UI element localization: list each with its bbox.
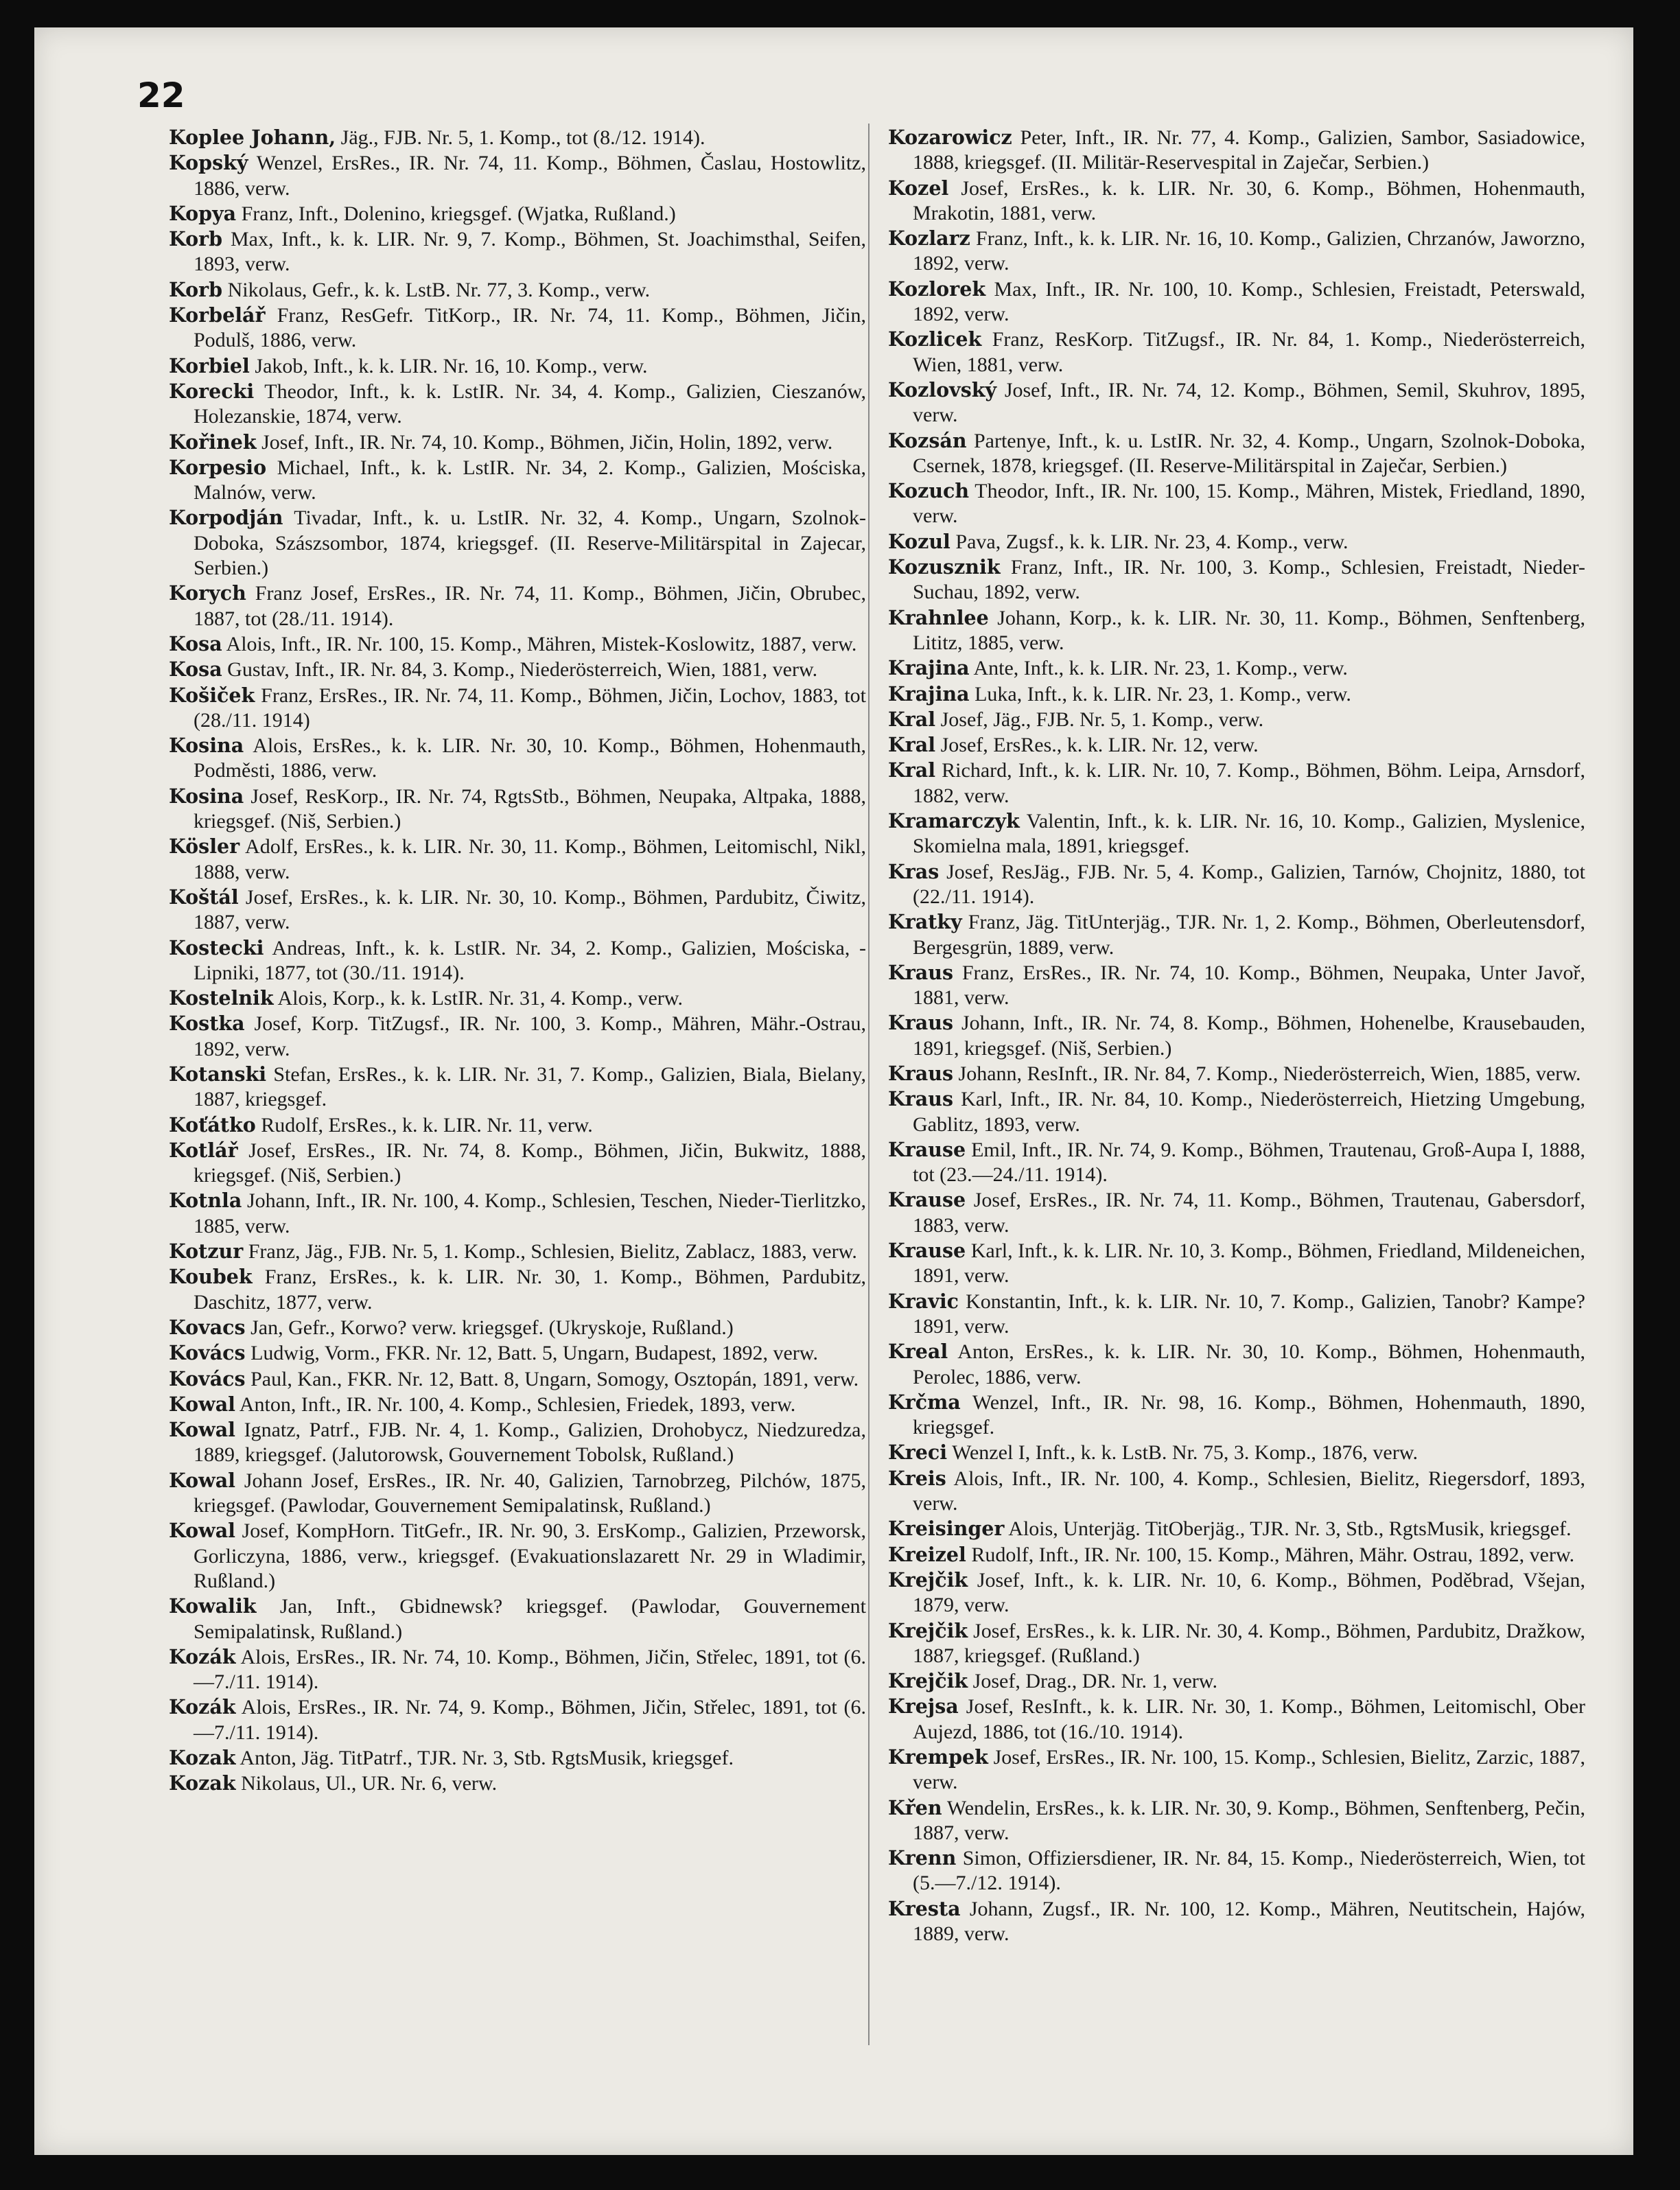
entry-details: Franz, Jäg. TitUnterjäg., TJR. Nr. 1, 2. Komp., Böhmen, Oberleutensdorf, Bergesgrün, 1889, verw.: [913, 911, 1585, 959]
right-column: [888, 125, 1585, 1946]
list-item: [169, 733, 866, 784]
list-item: [888, 277, 1585, 327]
list-item: [169, 1417, 866, 1468]
entry-surname: Krause: [888, 1239, 966, 1263]
entry-details: Josef, KompHorn. TitGefr., IR. Nr. 90, 3. ErsKomp., Galizien, Przeworsk, Gorliczyna, 1886, verw., kriegsgef. (Evakuationslazarett Nr. 29 in Wladimir, Rußland.): [194, 1519, 866, 1592]
entry-surname: Krause: [888, 1188, 966, 1212]
entry-surname: Kozlicek: [888, 327, 982, 351]
list-item: [169, 201, 866, 226]
list-item: [169, 1264, 866, 1315]
entry-details: Anton, ErsRes., k. k. LIR. Nr. 30, 10. Komp., Böhmen, Hohenmauth, Perolec, 1886, verw.: [913, 1340, 1585, 1388]
entry-details: Alois, Korp., k. k. LstIR. Nr. 31, 4. Komp., verw.: [277, 987, 684, 1010]
entry-details: Josef, Inft., IR. Nr. 74, 10. Komp., Böhmen, Jičin, Holin, 1892, verw.: [261, 430, 833, 454]
entry-surname: Kowal: [169, 1519, 235, 1543]
entry-surname: Křen: [888, 1795, 942, 1819]
entry-details: Franz Josef, ErsRes., IR. Nr. 74, 11. Komp., Böhmen, Jičin, Obrubec, 1887, tot (28./11. 1914).: [194, 582, 866, 630]
entry-surname: Kreizel: [888, 1542, 966, 1566]
entry-surname: Kosina: [169, 784, 244, 808]
entry-details: Wenzel I, Inft., k. k. LstB. Nr. 75, 3. Komp., 1876, verw.: [952, 1441, 1418, 1465]
entry-surname: Kozlovský: [888, 377, 997, 401]
entry-surname: Kotlář: [169, 1138, 238, 1162]
entry-surname: Kostelnik: [169, 986, 274, 1010]
entry-details: Wenzel, ErsRes., IR. Nr. 74, 11. Komp., Böhmen, Časlau, Hostowlitz, 1886, verw.: [194, 152, 866, 200]
entry-surname: Kostecki: [169, 935, 264, 959]
entry-surname: Kreis: [888, 1466, 946, 1490]
entry-surname: Koplee Johann,: [169, 126, 336, 149]
entry-details: Franz, ErsRes., IR. Nr. 74, 10. Komp., Böhmen, Neupaka, Unter Javoř, 1881, verw.: [913, 961, 1585, 1010]
column-divider: [868, 124, 870, 2045]
list-item: [169, 935, 866, 986]
entry-surname: Kotnla: [169, 1189, 242, 1213]
entry-details: Franz, ErsRes., k. k. LIR. Nr. 30, 1. Komp., Böhmen, Pardubitz, Daschitz, 1877, verw.: [194, 1266, 867, 1314]
entry-details: Josef, Korp. TitZugsf., IR. Nr. 100, 3. Komp., Mähren, Mähr.-Ostrau, 1892, verw.: [194, 1012, 867, 1060]
entry-surname: Koťátko: [169, 1113, 256, 1137]
entry-surname: Kostka: [169, 1012, 245, 1036]
entry-surname: Kras: [888, 859, 940, 883]
entry-details: Johann, Inft., IR. Nr. 74, 8. Komp., Böhmen, Hohenelbe, Krausebauden, 1891, kriegsgef. (Niš, Serbien.): [913, 1012, 1585, 1060]
list-item: [169, 1745, 866, 1771]
list-item: [169, 125, 866, 150]
list-item: [888, 707, 1585, 732]
list-item: [169, 455, 866, 506]
entry-details: Franz, Jäg., FJB. Nr. 5, 1. Komp., Schlesien, Bielitz, Zablacz, 1883, verw.: [248, 1240, 857, 1263]
list-item: [169, 631, 866, 657]
entry-surname: Kozul: [888, 529, 950, 553]
list-item: [888, 1516, 1585, 1541]
entry-details: Josef, Jäg., FJB. Nr. 5, 1. Komp., verw.: [940, 708, 1264, 731]
entry-details: Adolf, ErsRes., k. k. LIR. Nr. 30, 11. Komp., Böhmen, Leitomischl, Nikl, 1888, verw.: [194, 835, 866, 883]
entry-details: Josef, Inft., IR. Nr. 74, 12. Komp., Böhmen, Semil, Skuhrov, 1895, verw.: [913, 378, 1585, 427]
list-item: [888, 377, 1585, 428]
entry-details: Alois, Unterjäg. TitOberjäg., TJR. Nr. 3, Stb., RgtsMusik, kriegsgef.: [1008, 1517, 1572, 1541]
entry-surname: Kosina: [169, 734, 244, 758]
list-item: [888, 808, 1585, 859]
entry-surname: Koštál: [169, 885, 239, 909]
list-item: [169, 277, 866, 303]
list-item: [888, 1238, 1585, 1289]
entry-surname: Kraus: [888, 960, 954, 984]
entry-details: Johann, Inft., IR. Nr. 100, 4. Komp., Schlesien, Teschen, Nieder-Tierlitzko, 1885, verw.: [194, 1189, 867, 1237]
list-item: [888, 226, 1585, 277]
entry-surname: Krejčik: [888, 1568, 968, 1592]
entry-details: Franz, Inft., Dolenino, kriegsgef. (Wjatka, Rußland.): [241, 202, 676, 225]
list-item: [169, 581, 866, 631]
list-item: [888, 1568, 1585, 1618]
list-item: [888, 960, 1585, 1011]
entry-details: Franz, Inft., IR. Nr. 100, 3. Komp., Schlesien, Freistadt, Nieder-Suchau, 1892, verw.: [913, 556, 1586, 604]
entry-details: Josef, ResKorp., IR. Nr. 74, RgtsStb., Böhmen, Neupaka, Altpaka, 1888, kriegsgef. (Niš, Serbien.): [194, 784, 866, 833]
entry-details: Johann, Korp., k. k. LIR. Nr. 30, 11. Komp., Böhmen, Senftenberg, Lititz, 1885, verw.: [913, 606, 1586, 654]
entry-details: Jan, Gefr., Korwo? verw. kriegsgef. (Ukryskoje, Rußland.): [250, 1316, 734, 1339]
entry-details: Gustav, Inft., IR. Nr. 84, 3. Komp., Niederösterreich, Wien, 1881, verw.: [227, 658, 818, 682]
entry-details: Wenzel, Inft., IR. Nr. 98, 16. Komp., Böhmen, Hohenmauth, 1890, kriegsgef.: [913, 1390, 1585, 1439]
entry-surname: Krause: [888, 1137, 966, 1161]
list-item: [169, 657, 866, 682]
entry-surname: Korpodján: [169, 506, 283, 530]
list-item: [888, 1466, 1585, 1517]
list-item: [888, 732, 1585, 758]
entry-details: Ante, Inft., k. k. LIR. Nr. 23, 1. Komp., verw.: [973, 657, 1348, 680]
entry-surname: Kowal: [169, 1468, 235, 1492]
list-item: [169, 379, 866, 430]
entry-details: Nikolaus, Gefr., k. k. LstB. Nr. 77, 3. Komp., verw.: [227, 278, 651, 301]
entry-surname: Kowal: [169, 1418, 235, 1442]
entry-surname: Krajina: [888, 682, 970, 706]
entry-details: Rudolf, ErsRes., k. k. LIR. Nr. 11, verw.: [261, 1113, 593, 1137]
entry-surname: Kozák: [169, 1644, 236, 1668]
entry-details: Josef, ResJäg., FJB. Nr. 5, 4. Komp., Galizien, Tarnów, Chojnitz, 1880, tot (22./11. 1914).: [913, 860, 1586, 908]
list-item: [169, 226, 866, 277]
entry-details: Johann, Zugsf., IR. Nr. 100, 12. Komp., Mähren, Neutitschein, Hajów, 1889, verw.: [913, 1897, 1586, 1946]
list-item: [169, 1062, 866, 1113]
entry-details: Alois, ErsRes., IR. Nr. 74, 10. Komp., Böhmen, Jičin, Střelec, 1891, tot (6.—7./11. 1914).: [194, 1645, 866, 1694]
entry-surname: Kramarczyk: [888, 809, 1020, 833]
list-item: [169, 986, 866, 1011]
entry-details: Jäg., FJB. Nr. 5, 1. Komp., tot (8./12. 1914).: [340, 126, 705, 149]
list-item: [888, 1745, 1585, 1795]
entry-details: Josef, ErsRes., IR. Nr. 74, 8. Komp., Böhmen, Jičin, Bukwitz, 1888, kriegsgef. (Niš, Serbien.): [194, 1139, 866, 1187]
entry-surname: Kratky: [888, 910, 962, 934]
entry-surname: Krejčik: [888, 1618, 968, 1642]
entry-surname: Krejčik: [888, 1669, 968, 1693]
entry-details: Anton, Jäg. TitPatrf., TJR. Nr. 3, Stb. RgtsMusik, kriegsgef.: [240, 1747, 734, 1769]
entry-surname: Kresta: [888, 1896, 961, 1920]
entry-details: Paul, Kan., FKR. Nr. 12, Batt. 8, Ungarn, Somogy, Osztopán, 1891, verw.: [250, 1367, 859, 1390]
entry-surname: Košiček: [169, 683, 255, 707]
entry-surname: Koubek: [169, 1265, 253, 1289]
entry-details: Michael, Inft., k. k. LstIR. Nr. 34, 2. Komp., Galizien, Mościska, Malnów, verw.: [194, 456, 866, 504]
list-item: [888, 605, 1585, 656]
list-item: [169, 1392, 866, 1417]
entry-surname: Krempek: [888, 1745, 988, 1769]
list-item: [169, 683, 866, 734]
entry-details: Johann Josef, ErsRes., IR. Nr. 40, Galizien, Tarnobrzeg, Pilchów, 1875, kriegsgef. (Pawlodar, Gouvernement Semipalatinsk, Rußland.): [194, 1469, 866, 1517]
list-item: [888, 1845, 1585, 1896]
entry-surname: Korbelář: [169, 303, 266, 327]
list-item: [169, 1340, 866, 1366]
list-item: [169, 1138, 866, 1189]
entry-surname: Korbiel: [169, 353, 250, 377]
entry-details: Josef, ErsRes., k. k. LIR. Nr. 30, 4. Komp., Böhmen, Pardubitz, Dražkow, 1887, kriegsgef. (Rußland.): [913, 1619, 1586, 1667]
entry-surname: Krenn: [888, 1846, 957, 1870]
list-item: [888, 1339, 1585, 1390]
entry-details: Jakob, Inft., k. k. LIR. Nr. 16, 10. Komp., verw.: [255, 354, 648, 377]
list-item: [169, 1239, 866, 1264]
list-item: [169, 303, 866, 353]
entry-details: Tivadar, Inft., k. u. LstIR. Nr. 32, 4. Komp., Ungarn, Szolnok-Doboka, Szászsombor, 1874, kriegsgef. (II. Reserve-Militärspital in Zajecar, Serbien.): [194, 506, 866, 580]
entry-surname: Kowal: [169, 1392, 235, 1416]
entry-surname: Krejsa: [888, 1694, 959, 1719]
list-item: [888, 478, 1585, 529]
entry-details: Wendelin, ErsRes., k. k. LIR. Nr. 30, 9. Komp., Böhmen, Senftenberg, Pečin, 1887, verw.: [913, 1796, 1585, 1844]
entry-details: Franz, ResKorp. TitZugsf., IR. Nr. 84, 1. Komp., Niederösterreich, Wien, 1881, verw.: [913, 328, 1585, 376]
entry-details: Stefan, ErsRes., k. k. LIR. Nr. 31, 7. Komp., Galizien, Biala, Bielany, 1887, kriegsgef.: [194, 1062, 866, 1111]
list-item: [888, 1795, 1585, 1846]
entry-details: Anton, Inft., IR. Nr. 100, 4. Komp., Schlesien, Friedek, 1893, verw.: [239, 1393, 796, 1416]
entry-surname: Kowalik: [169, 1594, 257, 1618]
entry-surname: Kosa: [169, 657, 222, 682]
entry-surname: Kraus: [888, 1011, 954, 1035]
list-item: [888, 327, 1585, 377]
list-item: [169, 430, 866, 455]
list-item: [888, 1010, 1585, 1061]
entry-surname: Kovács: [169, 1341, 246, 1365]
entry-details: Max, Inft., IR. Nr. 100, 10. Komp., Schlesien, Freistadt, Peterswald, 1892, verw.: [913, 277, 1585, 326]
list-item: [169, 505, 866, 581]
list-item: [888, 859, 1585, 910]
entry-details: Richard, Inft., k. k. LIR. Nr. 10, 7. Komp., Böhmen, Böhm. Leipa, Arnsdorf, 1882, verw.: [913, 759, 1586, 807]
list-item: [169, 1011, 866, 1062]
entry-details: Josef, ErsRes., IR. Nr. 74, 11. Komp., Böhmen, Trautenau, Gabersdorf, 1883, verw.: [913, 1189, 1586, 1237]
entry-details: Ludwig, Vorm., FKR. Nr. 12, Batt. 5, Ungarn, Budapest, 1892, verw.: [250, 1342, 818, 1365]
entry-details: Partenye, Inft., k. u. LstIR. Nr. 32, 4. Komp., Ungarn, Szolnok-Doboka, Csernek, 1878, kriegsgef. (II. Reserve-Militärspital in Zaječar, Serbien.): [913, 429, 1586, 477]
entry-surname: Kral: [888, 733, 936, 757]
entry-details: Alois, ErsRes., k. k. LIR. Nr. 30, 10. Komp., Böhmen, Hohenmauth, Podměsti, 1886, verw.: [194, 734, 866, 782]
entry-surname: Kopský: [169, 151, 248, 175]
entry-details: Jan, Inft., Gbidnewsk? kriegsgef. (Pawlodar, Gouvernement Semipalatinsk, Rußland.): [194, 1595, 867, 1643]
entry-surname: Kozak: [169, 1746, 236, 1769]
list-item: [888, 1137, 1585, 1188]
entry-surname: Kotzur: [169, 1239, 244, 1263]
list-item: [169, 784, 866, 835]
entry-details: Peter, Inft., IR. Nr. 77, 4. Komp., Galizien, Sambor, Sasiadowice, 1888, kriegsgef. (II. Militär-Reservespital in Zaječar, Serbien.): [913, 126, 1585, 174]
entry-details: Ignatz, Patrf., FJB. Nr. 4, 1. Komp., Galizien, Drohobycz, Niedzuredza, 1889, kriegsgef. (Jalutorowsk, Gouvernement Tobolsk, Rußland.): [194, 1419, 866, 1467]
list-item: [169, 1366, 866, 1392]
entry-surname: Korych: [169, 581, 246, 605]
entry-details: Emil, Inft., IR. Nr. 74, 9. Komp., Böhmen, Trautenau, Groß-Aupa I, 1888, tot (23.—24./11. 1914).: [913, 1138, 1586, 1187]
list-item: [169, 885, 866, 935]
entry-details: Josef, ErsRes., k. k. LIR. Nr. 30, 6. Komp., Böhmen, Hohenmauth, Mrakotin, 1881, verw.: [913, 176, 1585, 224]
entry-details: Josef, ResInft., k. k. LIR. Nr. 30, 1. Komp., Böhmen, Leitomischl, Ober Aujezd, 1886, tot (16./10. 1914).: [913, 1695, 1586, 1743]
entry-details: Luka, Inft., k. k. LIR. Nr. 23, 1. Komp., verw.: [975, 682, 1351, 706]
entry-surname: Kozlorek: [888, 277, 986, 301]
list-item: [169, 1771, 866, 1796]
entry-surname: Kraus: [888, 1061, 954, 1085]
entry-surname: Kozuch: [888, 479, 970, 503]
entry-details: Pava, Zugsf., k. k. LIR. Nr. 23, 4. Komp., verw.: [955, 530, 1349, 553]
entry-details: Alois, ErsRes., IR. Nr. 74, 9. Komp., Böhmen, Jičin, Střelec, 1891, tot (6.—7./11. 1914).: [194, 1696, 866, 1744]
entry-details: Valentin, Inft., k. k. LIR. Nr. 16, 10. Komp., Galizien, Myslenice, Skomielna mala, 1891, kriegsgef.: [913, 810, 1585, 858]
entry-details: Konstantin, Inft., k. k. LIR. Nr. 10, 7. Komp., Galizien, Tanobr? Kampe? 1891, verw.: [913, 1290, 1585, 1338]
entry-surname: Kravic: [888, 1289, 959, 1313]
list-item: [888, 1061, 1585, 1086]
list-item: [888, 1668, 1585, 1694]
list-item: [888, 682, 1585, 707]
entry-details: Simon, Offiziersdiener, IR. Nr. 84, 15. Komp., Niederösterreich, Wien, tot (5.—7./12. 1914).: [913, 1847, 1586, 1895]
list-item: [169, 1113, 866, 1138]
list-item: [169, 1594, 866, 1644]
list-item: [888, 1440, 1585, 1465]
entry-surname: Kozel: [888, 176, 949, 200]
entry-surname: Krajina: [888, 656, 970, 680]
entry-details: Josef, Inft., k. k. LIR. Nr. 10, 6. Komp., Böhmen, Poděbrad, Všejan, 1879, verw.: [913, 1568, 1586, 1617]
entry-details: Josef, ErsRes., IR. Nr. 100, 15. Komp., Schlesien, Bielitz, Zarzic, 1887, verw.: [913, 1746, 1586, 1794]
entry-surname: Kreisinger: [888, 1517, 1005, 1541]
entry-surname: Kozarowicz: [888, 126, 1012, 149]
list-item: [888, 1896, 1585, 1947]
entry-surname: Kovács: [169, 1366, 246, 1390]
entry-surname: Kořinek: [169, 430, 257, 454]
entry-surname: Kral: [888, 758, 936, 782]
list-item: [169, 834, 866, 885]
list-item: [169, 1188, 866, 1239]
entry-surname: Kraus: [888, 1087, 954, 1111]
list-item: [888, 909, 1585, 960]
entry-details: Max, Inft., k. k. LIR. Nr. 9, 7. Komp., Böhmen, St. Joachimsthal, Seifen, 1893, verw.: [194, 228, 867, 276]
entry-details: Theodor, Inft., k. k. LstIR. Nr. 34, 4. Komp., Galizien, Cieszanów, Holezanskie, 1874, verw.: [194, 380, 866, 428]
entry-surname: Kotanski: [169, 1062, 267, 1086]
entry-surname: Korb: [169, 227, 223, 251]
entry-details: Johann, ResInft., IR. Nr. 84, 7. Komp., Niederösterreich, Wien, 1885, verw.: [958, 1062, 1581, 1085]
entry-surname: Kösler: [169, 835, 240, 859]
list-item: [888, 1086, 1585, 1137]
entry-surname: Kozlarz: [888, 226, 970, 251]
list-item: [888, 1694, 1585, 1745]
entry-details: Theodor, Inft., IR. Nr. 100, 15. Komp., Mähren, Mistek, Friedland, 1890, verw.: [913, 480, 1585, 528]
list-item: [169, 1468, 866, 1519]
list-item: [888, 1542, 1585, 1568]
entry-details: Karl, Inft., k. k. LIR. Nr. 10, 3. Komp., Böhmen, Friedland, Mildeneichen, 1891, verw.: [913, 1239, 1585, 1288]
list-item: [888, 428, 1585, 479]
entry-details: Josef, Drag., DR. Nr. 1, verw.: [972, 1670, 1217, 1693]
entry-details: Alois, Inft., IR. Nr. 100, 15. Komp., Mähren, Mistek-Koslowitz, 1887, verw.: [226, 632, 857, 655]
entry-surname: Kopya: [169, 201, 237, 225]
entry-surname: Kozusznik: [888, 555, 1001, 579]
entry-surname: Kozsán: [888, 428, 967, 452]
list-item: [169, 1518, 866, 1594]
entry-details: Alois, Inft., IR. Nr. 100, 4. Komp., Schlesien, Bielitz, Riegersdorf, 1893, verw.: [913, 1467, 1585, 1515]
entry-details: Franz, Inft., k. k. LIR. Nr. 16, 10. Komp., Galizien, Chrzanów, Jaworzno, 1892, verw.: [913, 227, 1586, 275]
entry-surname: Korpesio: [169, 455, 267, 479]
entry-details: Josef, ErsRes., k. k. LIR. Nr. 30, 10. Komp., Böhmen, Pardubitz, Čiwitz, 1887, verw.: [194, 885, 866, 934]
list-item: [169, 353, 866, 379]
list-item: [888, 1618, 1585, 1669]
list-item: [888, 1289, 1585, 1340]
entry-surname: Kosa: [169, 631, 222, 655]
left-column: [169, 125, 866, 1797]
entry-details: Franz, ErsRes., IR. Nr. 74, 11. Komp., Böhmen, Jičin, Lochov, 1883, tot (28./11. 1914): [194, 684, 867, 732]
entry-surname: Kreci: [888, 1441, 948, 1465]
entry-surname: Kozák: [169, 1695, 236, 1719]
list-item: [888, 555, 1585, 605]
entry-details: Rudolf, Inft., IR. Nr. 100, 15. Komp., Mähren, Mähr. Ostrau, 1892, verw.: [971, 1543, 1575, 1566]
entry-surname: Kovacs: [169, 1315, 246, 1339]
list-item: [888, 655, 1585, 681]
list-item: [169, 1694, 866, 1745]
entry-surname: Kral: [888, 707, 936, 731]
entry-details: Franz, ResGefr. TitKorp., IR. Nr. 74, 11. Komp., Böhmen, Jičin, Podulš, 1886, verw.: [194, 304, 867, 352]
entry-surname: Krahnlee: [888, 605, 989, 629]
entry-details: Karl, Inft., IR. Nr. 84, 10. Komp., Niederösterreich, Hietzing Umgebung, Gablitz, 1893, verw.: [913, 1088, 1586, 1136]
entry-surname: Kreal: [888, 1340, 948, 1364]
list-item: [888, 1187, 1585, 1238]
list-item: [888, 1390, 1585, 1441]
entry-details: Nikolaus, Ul., UR. Nr. 6, verw.: [241, 1772, 498, 1795]
entry-surname: Kozak: [169, 1771, 236, 1795]
list-item: [169, 1315, 866, 1340]
list-item: [888, 176, 1585, 226]
list-item: [888, 758, 1585, 808]
entry-surname: Korb: [169, 277, 223, 301]
entry-surname: Krčma: [888, 1390, 961, 1414]
list-item: [169, 150, 866, 201]
page-number: 22: [137, 75, 185, 115]
list-item: [169, 1644, 866, 1695]
entry-details: Andreas, Inft., k. k. LstIR. Nr. 34, 2. Komp., Galizien, Mościska, -Lipniki, 1877, tot (30./11. 1914).: [194, 936, 866, 984]
list-item: [888, 529, 1585, 555]
entry-details: Josef, ErsRes., k. k. LIR. Nr. 12, verw.: [940, 734, 1259, 757]
entry-surname: Korecki: [169, 379, 255, 403]
list-item: [888, 125, 1585, 176]
